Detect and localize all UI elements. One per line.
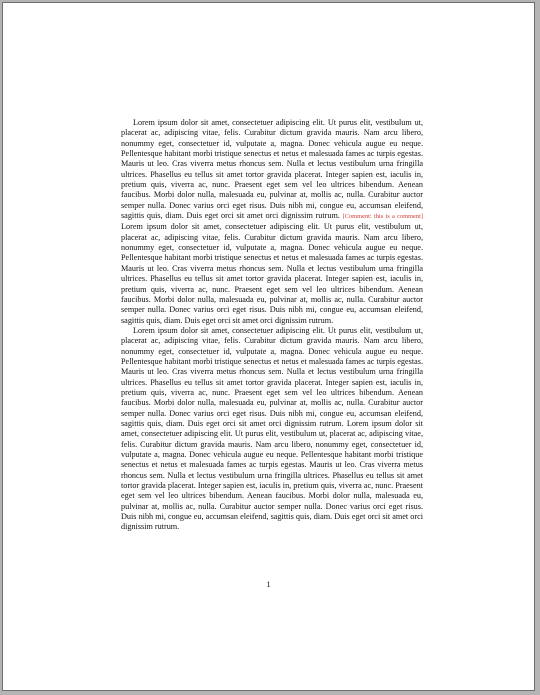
inline-comment: [Comment: this is a comment] bbox=[342, 213, 423, 221]
document-page bbox=[2, 2, 535, 691]
paragraph-1-text-before-comment: Lorem ipsum dolor sit amet, consectetuer adipiscing elit. Ut purus elit, vestibulum ut, placerat ac, adipiscing vitae, felis. Curabitur dictum gravida mauris. Nam arcu libero, nonummy eget, consectetuer id, vulputate a, magna. Donec vehicula augue eu neque. Pellentesque habitant morbi tristique senectus et netus et malesuada fames ac turpis egestas. Mauris ut leo. Cras viverra metus rhoncus sem. Nulla et lectus vestibulum urna fringilla ultrices. Phasellus eu tellus sit amet tortor gravida placerat. Integer sapien est, iaculis in, pretium quis, viverra ac, nunc. Praesent eget sem vel leo ultrices bibendum. Aenean faucibus. Morbi dolor nulla, malesuada eu, pulvinar at, mollis ac, nulla. Curabitur auctor semper nulla. Donec varius orci eget risus. Duis nibh mi, congue eu, accumsan eleifend, sagittis quis, diam. Duis eget orci sit amet orci dignissim rutrum. bbox=[121, 118, 423, 221]
paragraph-2: Lorem ipsum dolor sit amet, consectetuer adipiscing elit. Ut purus elit, vestibulum ut, placerat ac, adipiscing vitae, felis. Curabitur dictum gravida mauris. Nam arcu libero, nonummy eget, consectetuer id, vulputate a, magna. Donec vehicula augue eu neque. Pellentesque habitant morbi tristique senectus et netus et malesuada fames ac turpis egestas. Mauris ut leo. Cras viverra metus rhoncus sem. Nulla et lectus vestibulum urna fringilla ultrices. Phasellus eu tellus sit amet tortor gravida placerat. Integer sapien est, iaculis in, pretium quis, viverra ac, nunc. Praesent eget sem vel leo ultrices bibendum. Aenean faucibus. Morbi dolor nulla, malesuada eu, pulvinar at, mollis ac, nulla. Curabitur auctor semper nulla. Donec varius orci eget risus. Duis nibh mi, congue eu, accumsan eleifend, sagittis quis, diam. Duis eget orci sit amet orci dignissim rutrum. Lorem ipsum dolor sit amet, consectetuer adipiscing elit. Ut purus elit, vestibulum ut, placerat ac, adipiscing vitae, felis. Curabitur dictum gravida mauris. Nam arcu libero, nonummy eget, consectetuer id, vulputate a, magna. Donec vehicula augue eu neque. Pellentesque habitant morbi tristique senectus et netus et malesuada fames ac turpis egestas. Mauris ut leo. Cras viverra metus rhoncus sem. Nulla et lectus vestibulum urna fringilla ultrices. Phasellus eu tellus sit amet tortor gravida placerat. Integer sapien est, iaculis in, pretium quis, viverra ac, nunc. Praesent eget sem vel leo ultrices bibendum. Aenean faucibus. Morbi dolor nulla, malesuada eu, pulvinar at, mollis ac, nulla. Curabitur auctor semper nulla. Donec varius orci eget risus. Duis nibh mi, congue eu, accumsan eleifend, sagittis quis, diam. Duis eget orci sit amet orci dignissim rutrum. bbox=[121, 325, 423, 532]
paragraph-1-text-after-comment: Lorem ipsum dolor sit amet, consectetuer adipiscing elit. Ut purus elit, vestibulum ut, placerat ac, adipiscing vitae, felis. Curabitur dictum gravida mauris. Nam arcu libero, nonummy eget, consectetuer id, vulputate a, magna. Donec vehicula augue eu neque. Pellentesque habitant morbi tristique senectus et netus et malesuada fames ac turpis egestas. Mauris ut leo. Cras viverra metus rhoncus sem. Nulla et lectus vestibulum urna fringilla ultrices. Phasellus eu tellus sit amet tortor gravida placerat. Integer sapien est, iaculis in, pretium quis, viverra ac, nunc. Praesent eget sem vel leo ultrices bibendum. Aenean faucibus. Morbi dolor nulla, malesuada eu, pulvinar at, mollis ac, nulla. Curabitur auctor semper nulla. Donec varius orci eget risus. Duis nibh mi, congue eu, accumsan eleifend, sagittis quis, diam. Duis eget orci sit amet orci dignissim rutrum. bbox=[121, 222, 423, 325]
paragraph-1 bbox=[121, 118, 423, 326]
page-number: 1 bbox=[266, 580, 271, 589]
body-text bbox=[121, 118, 423, 533]
